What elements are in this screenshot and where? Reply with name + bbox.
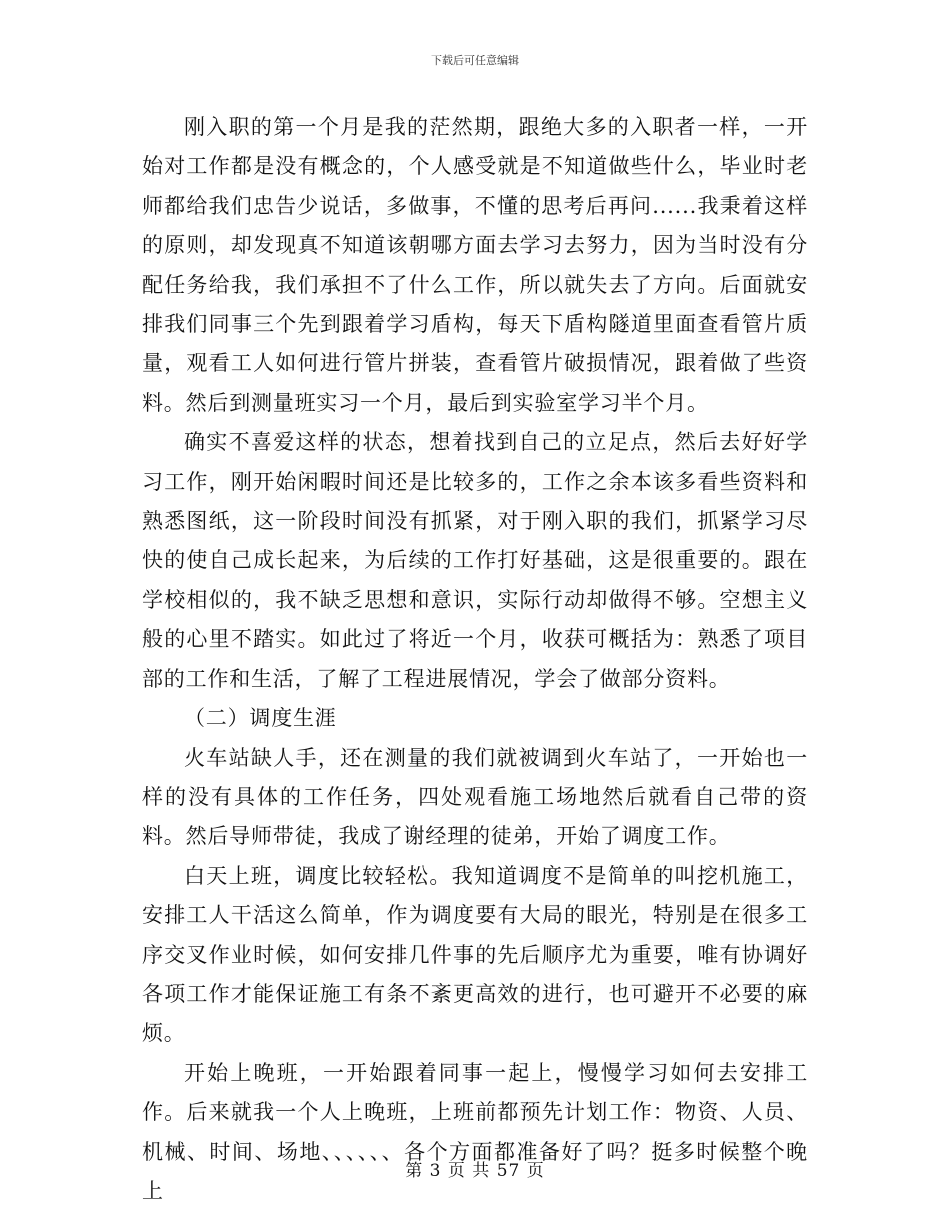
section-heading-dispatch: （二）调度生涯 — [184, 706, 337, 731]
paragraph-night-shift: 开始上晚班，一开始跟着同事一起上，慢慢学习如何去安排工作。后来就我一个人上晚班，上班前都预先计划工作：物资、人员、机械、时间、场地、、、、、、各个方面都准备好了吗？挺多时候整个晚上 — [142, 1060, 808, 1203]
paragraph-reflection: 确实不喜爱这样的状态，想着找到自己的立足点，然后去好好学习工作，刚开始闲暇时间还是比较多的，工作之余本该多看些资料和熟悉图纸，这一阶段时间没有抓紧，对于刚入职的我们，抓紧学习尽快的使自己成长起来，为后续的工作打好基础，这是很重要的。跟在学校相似的，我不缺乏思想和意识，实际行动却做得不够。空想主义般的心里不踏实。如此过了将近一个月，收获可概括为：熟悉了项目部的工作和生活，了解了工程进展情况，学会了做部分资料。 — [142, 430, 808, 691]
paragraph-day-shift: 白天上班，调度比较轻松。我知道调度不是简单的叫挖机施工，安排工人干活这么简单，作为调度要有大局的眼光，特别是在很多工序交叉作业时候，如何安排几件事的先后顺序尤为重要，唯有协调好各项工作才能保证施工有条不紊更高效的进行，也可避开不必要的麻烦。 — [142, 863, 808, 1046]
body-text — [142, 108, 808, 1211]
paragraph-first-month: 刚入职的第一个月是我的茫然期，跟绝大多的入职者一样，一开始对工作都是没有概念的，个人感受就是不知道做些什么，毕业时老师都给我们忠告少说话，多做事，不懂的思考后再问......我秉着这样的原则，却发现真不知道该朝哪方面去学习去努力，因为当时没有分配任务给我，我们承担不了什么工作，所以就失去了方向。后面就安排我们同事三个先到跟着学习盾构，每天下盾构隧道里面查看管片质量，观看工人如何进行管片拼装，查看管片破损情况，跟着做了些资料。然后到测量班实习一个月，最后到实验室学习半个月。 — [142, 115, 808, 415]
page-number-footer: 第 3 页 共 57 页 — [405, 1161, 545, 1181]
paragraph-train-station: 火车站缺人手，还在测量的我们就被调到火车站了，一开始也一样的没有具体的工作任务，四处观看施工场地然后就看自己带的资料。然后导师带徒，我成了谢经理的徒弟，开始了调度工作。 — [142, 745, 808, 849]
header-note: 下载后可任意编辑 — [431, 54, 519, 67]
